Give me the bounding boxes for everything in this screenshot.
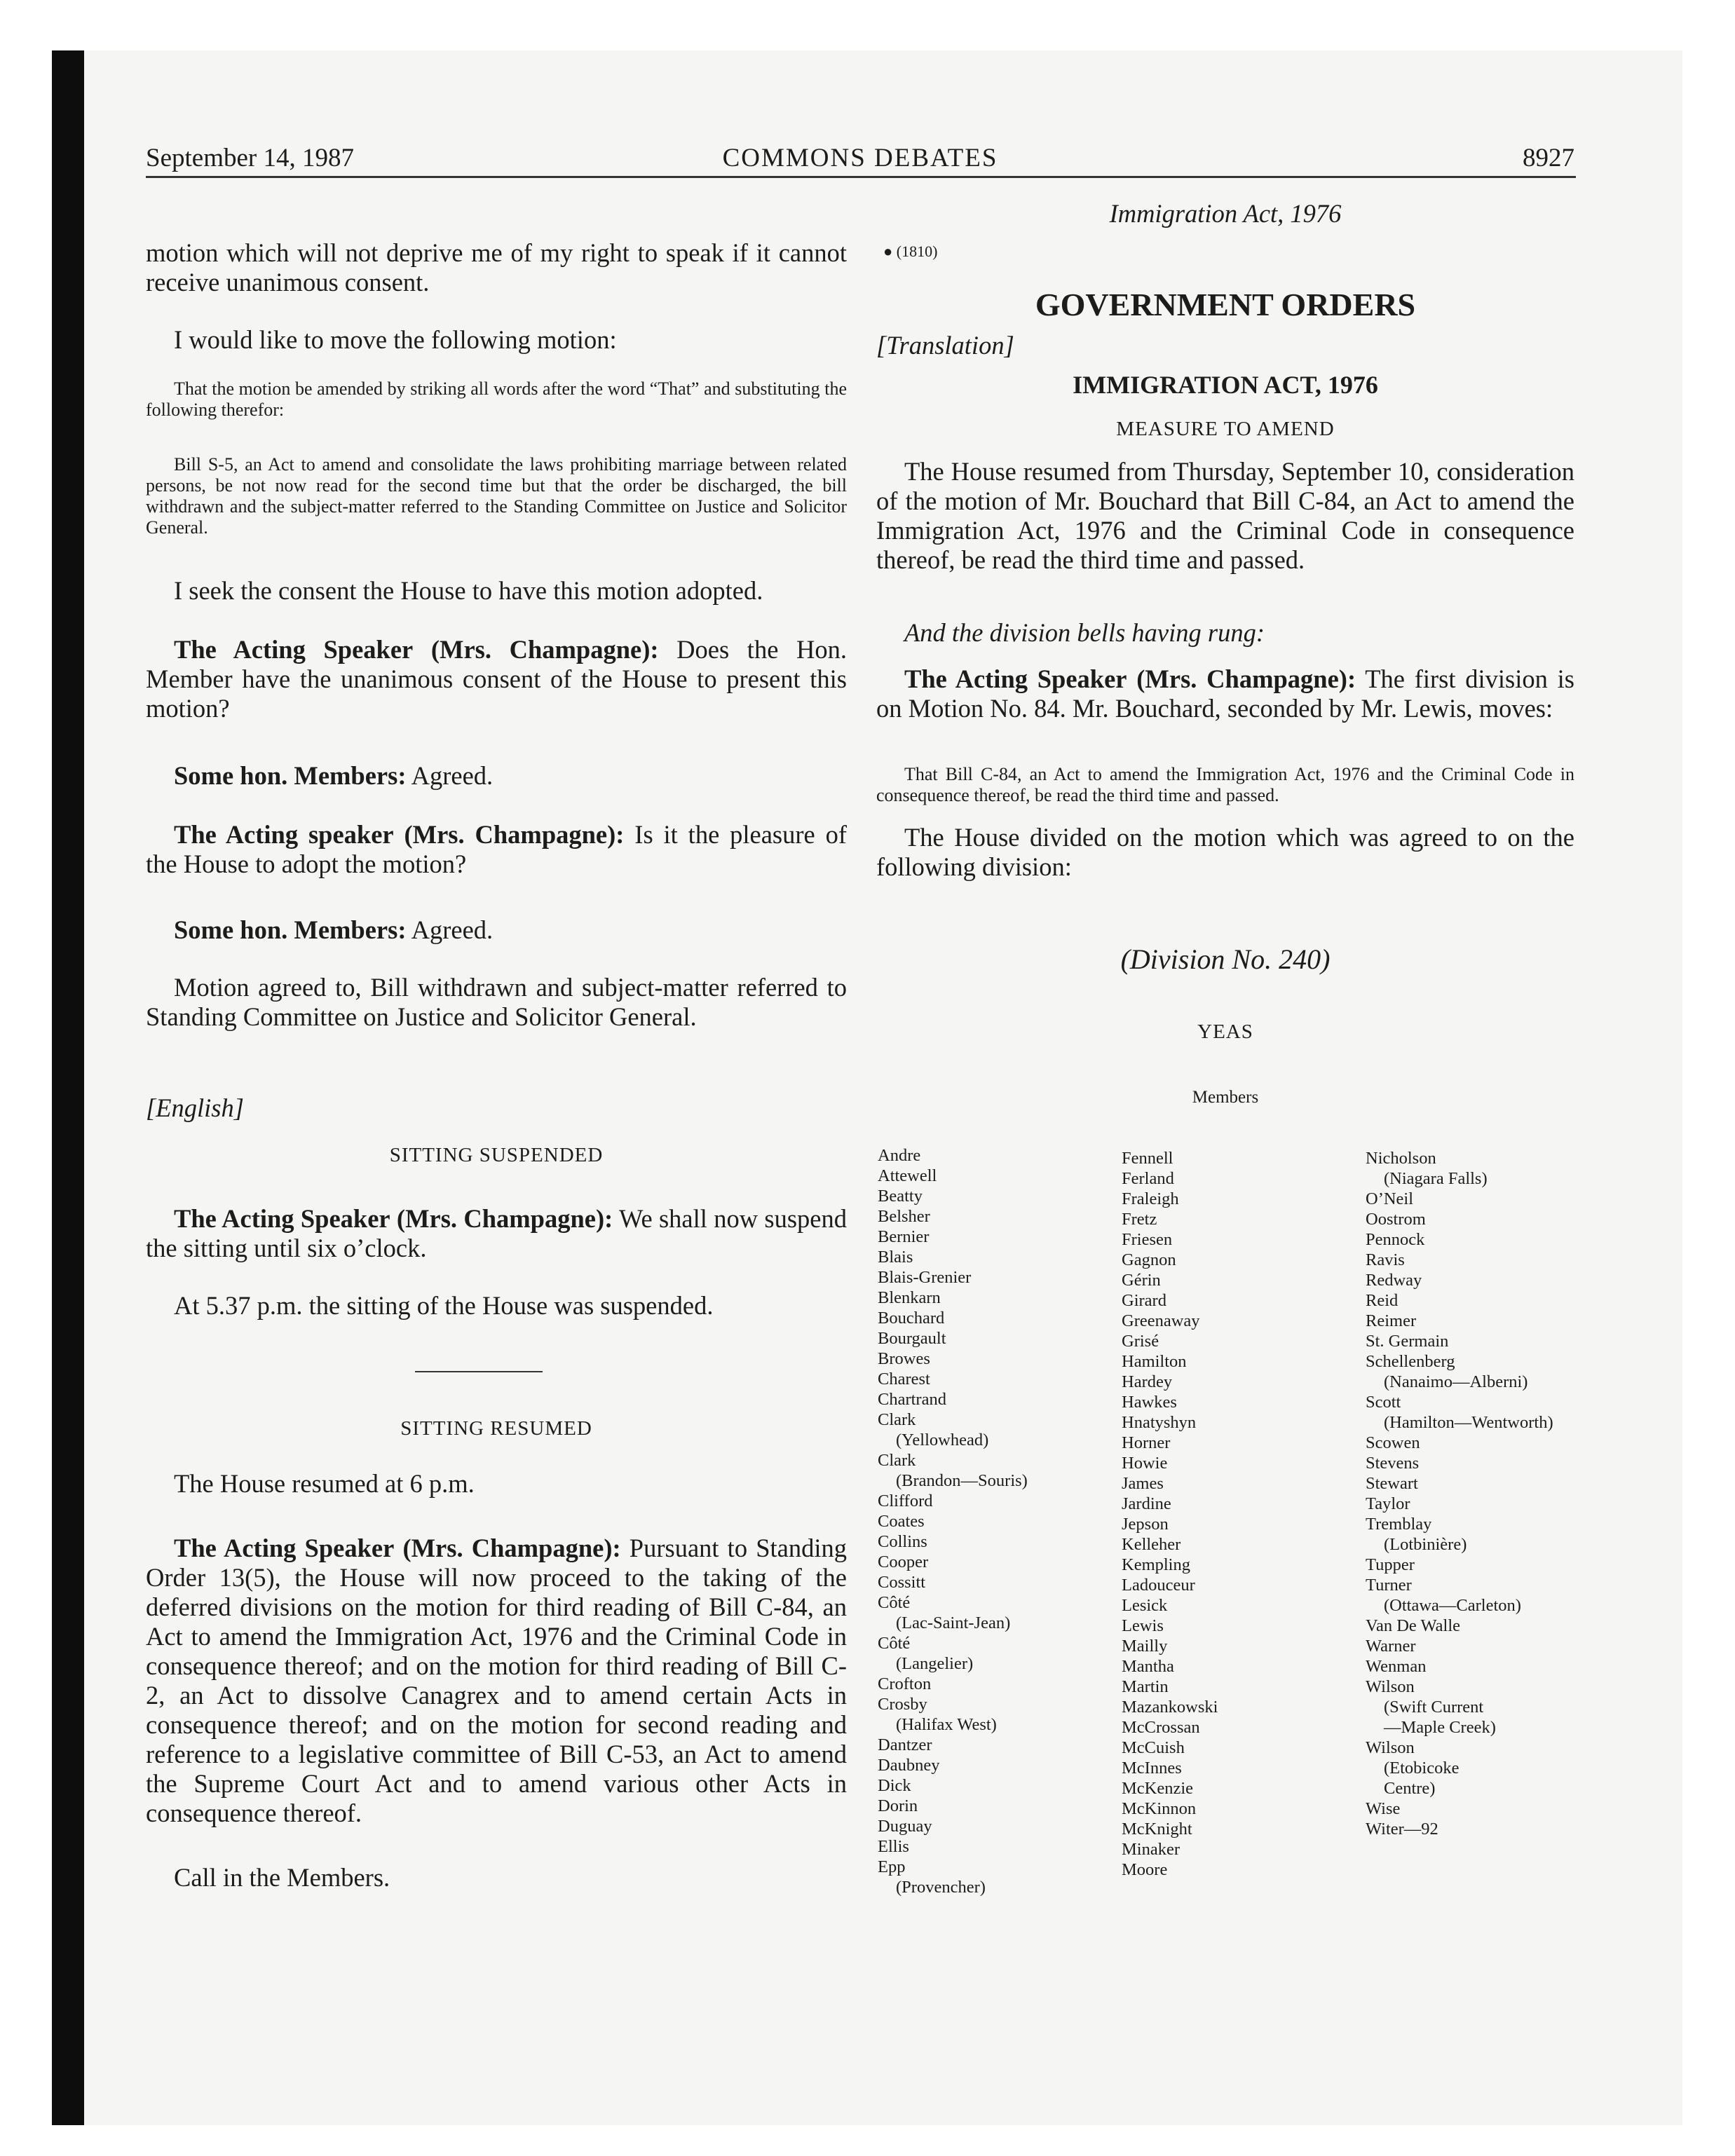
speech-text: The first division is on Motion No. 84. Mr. Bouchard, seconded by Mr. Lewis, moves: — [876, 664, 1575, 723]
member-name: St. Germain — [1366, 1332, 1449, 1351]
language-note: [Translation] — [876, 331, 1014, 360]
quoted-motion: That Bill C-84, an Act to amend the Immigration Act, 1976 and the Criminal Code in consequence thereof, be read the third time and passed. — [876, 764, 1574, 805]
members-label: Members — [1192, 1088, 1259, 1107]
member-riding: (Brandon—Souris) — [896, 1471, 1028, 1490]
speaker-title: (Mrs. Champagne): — [402, 1534, 621, 1562]
members-column-1 — [878, 1145, 1028, 1897]
member-name: Horner — [1122, 1433, 1171, 1452]
speaker-name: Some hon. Members: — [174, 761, 407, 790]
member-name: Bourgault — [878, 1329, 946, 1348]
member-name: Fretz — [1122, 1210, 1157, 1229]
member-name: Kelleher — [1122, 1535, 1181, 1554]
bill-subheading: MEASURE TO AMEND — [1116, 418, 1335, 440]
member-name: Van De Walle — [1366, 1616, 1461, 1635]
member-name: Oostrom — [1366, 1210, 1426, 1229]
member-riding: (Nanaimo—Alberni) — [1384, 1372, 1528, 1391]
bill-heading: IMMIGRATION ACT, 1976 — [1073, 371, 1378, 399]
member-name: Jepson — [1122, 1515, 1169, 1534]
member-name: Browes — [878, 1349, 930, 1368]
member-name: Fraleigh — [1122, 1189, 1179, 1208]
member-name: McCuish — [1122, 1738, 1185, 1757]
member-name: Greenaway — [1122, 1311, 1200, 1330]
member-name: Blais — [878, 1248, 913, 1267]
page-number: 8927 — [1523, 144, 1574, 172]
member-name: Witer—92 — [1366, 1820, 1438, 1838]
member-name: Clifford — [878, 1492, 933, 1510]
member-name: Friesen — [1122, 1230, 1173, 1249]
member-name: Jardine — [1122, 1494, 1171, 1513]
members-column-2 — [1122, 1148, 1218, 1880]
members-column-3 — [1366, 1148, 1553, 1839]
speech — [876, 664, 1574, 723]
member-name: Cooper — [878, 1553, 929, 1571]
speaker-name: The Acting speaker — [174, 820, 394, 849]
member-riding: (Etobicoke — [1384, 1759, 1460, 1778]
division-number: (Division No. 240) — [1120, 943, 1331, 975]
section-heading: SITTING RESUMED — [400, 1417, 592, 1440]
member-riding: (Provencher) — [896, 1878, 986, 1897]
member-name: Mailly — [1122, 1637, 1168, 1656]
paragraph: motion which will not deprive me of my right to speak if it cannot receive unanimous consent. — [146, 238, 847, 296]
member-name: James — [1122, 1474, 1164, 1493]
member-name: Daubney — [878, 1756, 940, 1775]
member-name: Tupper — [1366, 1555, 1415, 1574]
running-head: Immigration Act, 1976 — [1109, 199, 1342, 228]
member-name: Lesick — [1122, 1596, 1168, 1615]
member-name: Ferland — [1122, 1169, 1174, 1188]
speaker-title: (Mrs. Champagne): — [1136, 664, 1356, 693]
member-riding: (Ottawa—Carleton) — [1384, 1596, 1521, 1615]
speech — [146, 1204, 847, 1263]
member-name: Scowen — [1366, 1433, 1420, 1452]
member-name: Stevens — [1366, 1454, 1420, 1473]
header-date: September 14, 1987 — [146, 144, 354, 172]
member-name: Mazankowski — [1122, 1698, 1218, 1717]
yeas-heading: YEAS — [1197, 1021, 1253, 1043]
section-heading-major: GOVERNMENT ORDERS — [1035, 287, 1416, 322]
paragraph: The House resumed from Thursday, September 10, consideration of the motion of Mr. Bouchard that Bill C-84, an Act to amend the Immigration Act, 1976 and the Criminal Code in consequence thereof, be read the third time and passed. — [876, 457, 1574, 574]
speech-text: Is it the pleasure of the House to adopt the motion? — [146, 820, 847, 878]
member-riding: (Swift Current — [1384, 1698, 1484, 1717]
member-name: Gérin — [1122, 1271, 1161, 1290]
member-riding: (Lac-Saint-Jean) — [896, 1613, 1011, 1632]
speech-text: Agreed. — [406, 761, 494, 790]
member-name: McKenzie — [1122, 1779, 1194, 1798]
member-name: Wilson — [1366, 1738, 1415, 1757]
member-riding: (Niagara Falls) — [1384, 1169, 1488, 1188]
member-name: Grisé — [1122, 1332, 1159, 1351]
speech-text: Agreed. — [406, 915, 494, 944]
speech-text: Pursuant to Standing Order 13(5), the House will now proceed to the taking of the deferred divisions on the motion for third reading of Bill C-84, an Act to amend the Immigration Act, 1976 and the Criminal Code in consequence thereof; and on the motion for third reading of Bill C-2, an Act to dissolve Canagrex and to amend certain Acts in consequence thereof; and on the motion for second reading and reference to a legislative committee of Bill C-53, an Act to amend the Supreme Court Act and to amend various other Acts in consequence thereof. — [146, 1534, 847, 1827]
member-name: O’Neil — [1366, 1189, 1414, 1208]
paragraph: Motion agreed to, Bill withdrawn and subject-matter referred to Standing Committee on Justice and Solicitor General. — [146, 973, 847, 1031]
speaker-name: Some hon. Members: — [174, 915, 407, 944]
member-riding: (Langelier) — [896, 1654, 974, 1673]
member-name: Dick — [878, 1776, 911, 1795]
member-name: Nicholson — [1366, 1149, 1436, 1168]
member-name: Wise — [1366, 1799, 1401, 1818]
paragraph: Call in the Members. — [174, 1863, 390, 1892]
member-name: Hnatyshyn — [1122, 1413, 1197, 1432]
member-riding: Centre) — [1384, 1779, 1436, 1798]
member-name: Pennock — [1366, 1230, 1425, 1249]
member-name: Chartrand — [878, 1390, 946, 1409]
speaker-title: (Mrs. Champagne): — [430, 635, 659, 664]
member-name: Côté — [878, 1634, 911, 1653]
member-name: Ladouceur — [1122, 1576, 1195, 1595]
member-name: Taylor — [1366, 1494, 1410, 1513]
speech — [146, 820, 847, 879]
member-name: Bernier — [878, 1227, 930, 1246]
scan-edge-strip — [52, 50, 84, 2125]
paragraph: The House divided on the motion which was agreed to on the following division: — [876, 823, 1574, 881]
time-marker — [883, 243, 937, 261]
member-name: Warner — [1366, 1637, 1416, 1656]
speech — [146, 915, 847, 945]
speech — [146, 761, 847, 791]
member-name: Mantha — [1122, 1657, 1174, 1676]
member-name: Andre — [878, 1146, 921, 1165]
section-divider — [415, 1371, 543, 1372]
member-riding: (Lotbinière) — [1384, 1535, 1467, 1554]
member-name: Hamilton — [1122, 1352, 1187, 1371]
speech — [146, 1534, 847, 1828]
member-name: Dantzer — [878, 1735, 932, 1754]
bullet-icon: ● — [883, 243, 893, 260]
member-name: Howie — [1122, 1454, 1168, 1473]
member-name: Girard — [1122, 1291, 1166, 1310]
time-stamp: (1810) — [896, 243, 938, 260]
member-name: Reimer — [1366, 1311, 1417, 1330]
member-name: Collins — [878, 1532, 927, 1551]
member-name: Stewart — [1366, 1474, 1418, 1493]
member-name: Cossitt — [878, 1573, 926, 1592]
member-name: Bouchard — [878, 1309, 945, 1328]
page-header — [146, 143, 1574, 179]
member-name: Blenkarn — [878, 1288, 941, 1307]
member-name: Redway — [1366, 1271, 1422, 1290]
member-name: Gagnon — [1122, 1250, 1176, 1269]
member-name: Côté — [878, 1593, 911, 1612]
section-heading: SITTING SUSPENDED — [389, 1144, 604, 1166]
member-name: Crofton — [878, 1674, 932, 1693]
language-note: [English] — [146, 1093, 244, 1122]
member-name: McKinnon — [1122, 1799, 1197, 1818]
speech — [146, 635, 847, 723]
member-name: Turner — [1366, 1576, 1412, 1595]
paragraph: I seek the consent the House to have this motion adopted. — [174, 576, 763, 605]
member-name: Martin — [1122, 1677, 1169, 1696]
member-name: Ravis — [1366, 1250, 1405, 1269]
member-name: Fennell — [1122, 1149, 1173, 1168]
member-riding: (Yellowhead) — [896, 1431, 989, 1449]
member-name: Moore — [1122, 1860, 1168, 1879]
member-name: Epp — [878, 1857, 906, 1876]
member-name: Crosby — [878, 1695, 927, 1714]
member-name: Beatty — [878, 1187, 923, 1206]
member-name: Wenman — [1366, 1657, 1427, 1676]
member-name: McKnight — [1122, 1820, 1192, 1838]
member-riding: —Maple Creek) — [1384, 1718, 1496, 1737]
paragraph: At 5.37 p.m. the sitting of the House was suspended. — [174, 1291, 714, 1320]
member-name: Attewell — [878, 1166, 937, 1185]
member-name: Duguay — [878, 1817, 932, 1836]
member-name: Wilson — [1366, 1677, 1415, 1696]
member-name: McInnes — [1122, 1759, 1182, 1778]
speaker-name: The Acting Speaker — [904, 664, 1127, 693]
header-rule — [146, 176, 1576, 178]
paragraph: And the division bells having rung: — [904, 618, 1265, 647]
member-name: Charest — [878, 1370, 930, 1389]
speaker-name: The Acting Speaker — [174, 1204, 390, 1233]
member-name: Belsher — [878, 1207, 930, 1226]
quoted-bill: Bill S-5, an Act to amend and consolidate the laws prohibiting marriage between related persons, be not now read for the second time but that the order be discharged, the bill withdrawn and the subject-matter referred to the Standing Committee on Justice and Solicitor General. — [146, 454, 847, 538]
member-name: McCrossan — [1122, 1718, 1200, 1737]
header-title: COMMONS DEBATES — [722, 144, 998, 172]
member-name: Kempling — [1122, 1555, 1190, 1574]
quoted-motion: That the motion be amended by striking all words after the word “That” and substituting the following therefor: — [146, 378, 847, 420]
member-name: Reid — [1366, 1291, 1399, 1310]
paragraph: I would like to move the following motion: — [174, 325, 617, 354]
member-name: Dorin — [878, 1796, 918, 1815]
member-name: Scott — [1366, 1393, 1401, 1412]
member-name: Tremblay — [1366, 1515, 1432, 1534]
member-name: Clark — [878, 1451, 916, 1470]
member-name: Hawkes — [1122, 1393, 1177, 1412]
member-name: Schellenberg — [1366, 1352, 1455, 1371]
member-name: Hardey — [1122, 1372, 1173, 1391]
member-riding: (Halifax West) — [896, 1715, 997, 1734]
member-name: Clark — [878, 1410, 916, 1429]
member-name: Ellis — [878, 1837, 909, 1856]
speaker-title: (Mrs. Champagne): — [396, 1204, 613, 1233]
member-name: Lewis — [1122, 1616, 1164, 1635]
member-name: Blais-Grenier — [878, 1268, 972, 1287]
speech-text: We shall now suspend the sitting until six o’clock. — [146, 1204, 847, 1262]
paragraph: The House resumed at 6 p.m. — [174, 1469, 475, 1498]
member-riding: (Hamilton—Wentworth) — [1384, 1413, 1553, 1432]
speaker-name: The Acting Speaker — [174, 635, 414, 664]
member-name: Coates — [878, 1512, 925, 1531]
speaker-name: The Acting Speaker — [174, 1534, 395, 1562]
member-name: Minaker — [1122, 1840, 1180, 1859]
speaker-title: (Mrs. Champagne): — [404, 820, 625, 849]
speech-text: Does the Hon. Member have the unanimous consent of the House to present this motion? — [146, 635, 847, 723]
